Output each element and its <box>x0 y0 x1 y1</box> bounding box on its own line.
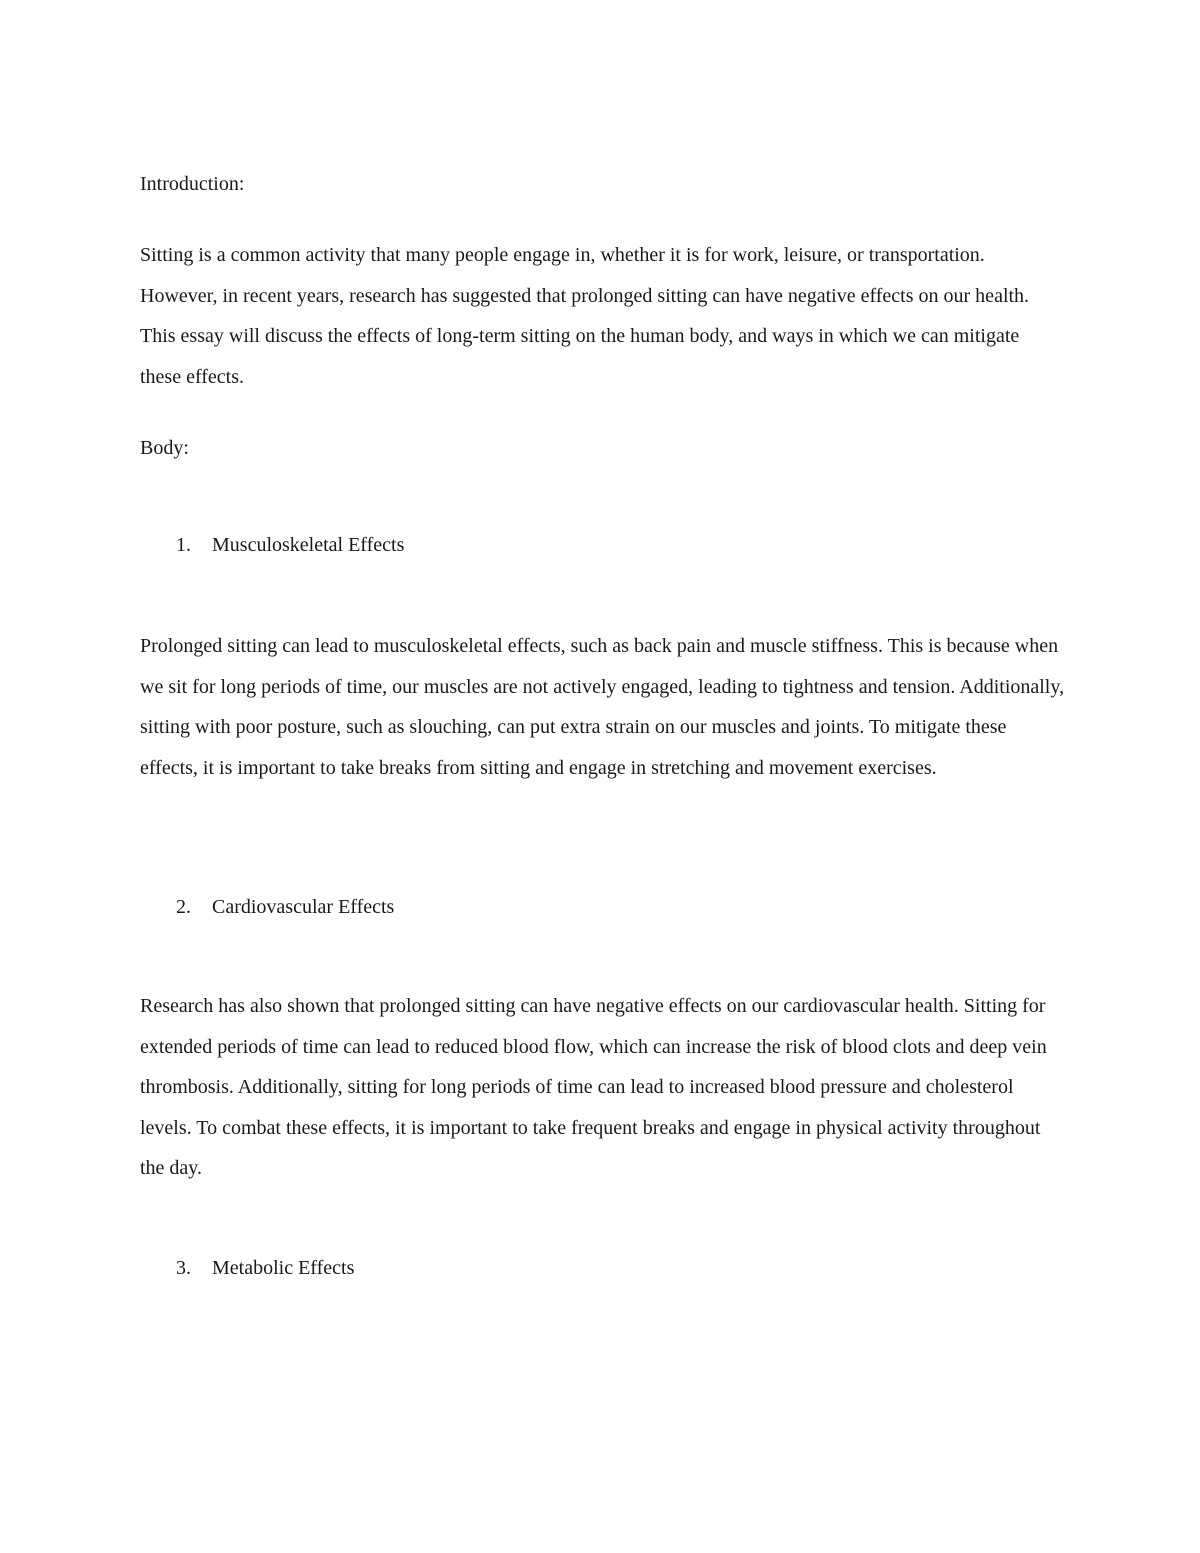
cardiovascular-paragraph: Research has also shown that prolonged sitting can have negative effects on our cardiovascular health. Sitting for extended periods of time can lead to reduced blood flow, which can increase the risk of blood clots and deep vein thrombosis. Additionally, sitting for long periods of time can lead to increased blood pressure and cholesterol levels. To combat these effects, it is important to take frequent breaks and engage in physical activity throughout the day. <box>140 995 1047 1179</box>
list-number: 2. <box>176 896 191 918</box>
section-heading-cardiovascular <box>176 887 394 928</box>
section-title: Cardiovascular Effects <box>212 896 395 918</box>
list-number: 3. <box>176 1257 191 1279</box>
body-heading: Body: <box>140 437 189 459</box>
introduction-heading: Introduction: <box>140 173 245 195</box>
section-heading-metabolic <box>176 1248 354 1289</box>
section-title: Musculoskeletal Effects <box>212 534 405 556</box>
section-title: Metabolic Effects <box>212 1257 355 1279</box>
section-heading-musculoskeletal <box>176 525 404 566</box>
list-number: 1. <box>176 534 191 556</box>
introduction-paragraph: Sitting is a common activity that many people engage in, whether it is for work, leisure, or transportation. However, in recent years, research has suggested that prolonged sitting can have negative effects on our health. This essay will discuss the effects of long-term sitting on the human body, and ways in which we can mitigate these effects. <box>140 244 1030 388</box>
musculoskeletal-paragraph: Prolonged sitting can lead to musculoskeletal effects, such as back pain and muscle stiffness. This is because when we sit for long periods of time, our muscles are not actively engaged, leading to tightness and tension. Additionally, sitting with poor posture, such as slouching, can put extra strain on our muscles and joints. To mitigate these effects, it is important to take breaks from sitting and engage in stretching and movement exercises. <box>140 635 1065 779</box>
